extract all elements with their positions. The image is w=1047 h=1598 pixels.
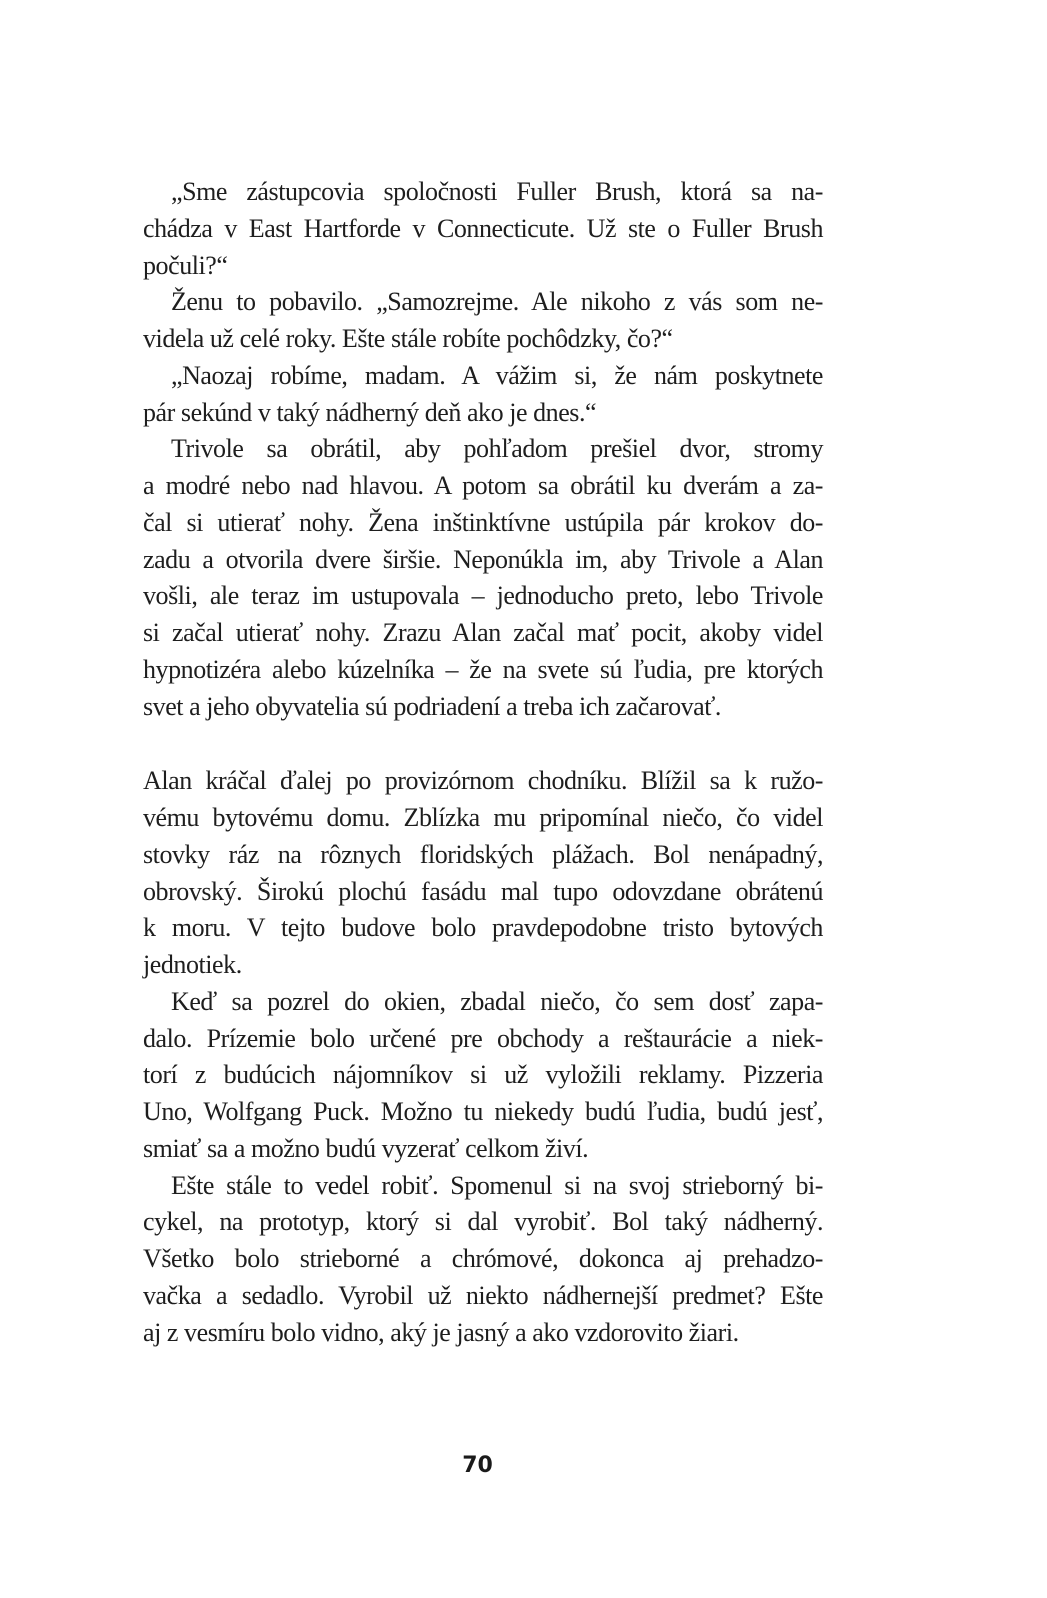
text-line: obrovský. Širokú plochú fasádu mal tupo odovzdane obrátenú	[143, 876, 823, 906]
text-line: „Sme zástupcovia spoločnosti Fuller Brush, ktorá sa na-	[171, 177, 823, 206]
text-line: Uno, Wolfgang Puck. Možno tu niekedy budú ľudia, budú jesť,	[143, 1097, 823, 1126]
text-line: Všetko bolo strieborné a chrómové, dokonca aj prehadzo-	[143, 1244, 823, 1273]
text-line: chádza v East Hartforde v Connecticute. Už ste o Fuller Brush	[143, 213, 823, 243]
text-line: a modré nebo nad hlavou. A potom sa obrátil ku dverám a za-	[143, 471, 823, 500]
text-line: počuli?“	[143, 250, 228, 280]
text-line: si začal utierať nohy. Zrazu Alan začal mať pocit, akoby videl	[143, 618, 823, 647]
text-line: cykel, na prototyp, ktorý si dal vyrobiť. Bol taký nádherný.	[143, 1207, 823, 1237]
text-line: stovky ráz na rôznych floridských plážach. Bol nenápadný,	[143, 839, 823, 869]
text-line: Ešte stále to vedel robiť. Spomenul si na svoj strieborný bi-	[171, 1170, 823, 1200]
text-line: svet a jeho obyvatelia sú podriadení a treba ich začarovať.	[143, 691, 721, 721]
section-break	[143, 725, 823, 763]
text-line: čal si utierať nohy. Žena inštinktívne ustúpila pár krokov do-	[143, 507, 823, 537]
body-text	[143, 174, 823, 1351]
paragraph	[143, 431, 823, 725]
text-line: Alan kráčal ďalej po provizórnom chodníku. Blížil sa k ružo-	[143, 766, 823, 796]
text-line: „Naozaj robíme, madam. A vážim si, že nám poskytnete	[171, 360, 823, 390]
text-line: pár sekúnd v taký nádherný deň ako je dnes.“	[143, 397, 597, 427]
text-line: Ženu to pobavilo. „Samozrejme. Ale nikoho z vás som ne-	[171, 287, 823, 317]
paragraph	[143, 284, 823, 358]
text-line: videla už celé roky. Ešte stále robíte pochôdzky, čo?“	[143, 324, 673, 353]
text-line: zadu a otvorila dvere širšie. Neponúkla im, aby Trivole a Alan	[143, 544, 823, 574]
page-number: 70	[462, 1453, 493, 1478]
text-line: vačka a sedadlo. Vyrobil už niekto nádhernejší predmet? Ešte	[143, 1280, 823, 1310]
paragraph	[143, 984, 823, 1168]
text-line: vému bytovému domu. Zblízka mu pripomínal niečo, čo videl	[143, 803, 823, 832]
text-line: hypnotizéra alebo kúzelníka – že na svete sú ľudia, pre ktorých	[143, 654, 823, 684]
text-line: aj z vesmíru bolo vidno, aký je jasný a ako vzdorovito žiari.	[143, 1317, 739, 1347]
paragraph	[143, 1168, 823, 1352]
text-line: k moru. V tejto budove bolo pravdepodobne tristo bytových	[143, 913, 823, 943]
text-line: vošli, ale teraz im ustupovala – jednoducho preto, lebo Trivole	[143, 581, 823, 611]
paragraph	[143, 358, 823, 432]
text-line: Keď sa pozrel do okien, zbadal niečo, čo sem dosť zapa-	[171, 986, 823, 1016]
text-line: torí z budúcich nájomníkov si už vyložili reklamy. Pizzeria	[143, 1060, 823, 1090]
paragraph	[143, 763, 823, 984]
text-line: jednotiek.	[143, 950, 242, 979]
text-line: smiať sa a možno budú vyzerať celkom živí.	[143, 1133, 589, 1163]
paragraph	[143, 174, 823, 284]
text-line: Trivole sa obrátil, aby pohľadom prešiel dvor, stromy	[171, 434, 823, 464]
text-line: dalo. Prízemie bolo určené pre obchody a reštaurácie a niek-	[143, 1023, 823, 1053]
